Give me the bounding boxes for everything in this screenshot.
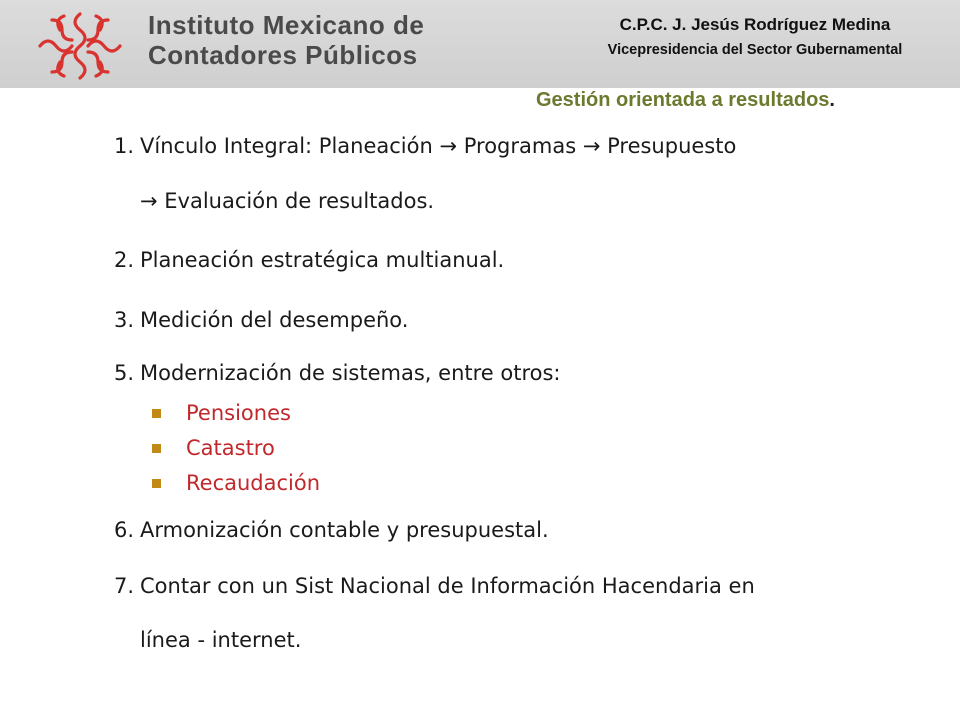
list-item-number: 3. [113, 308, 134, 332]
list-item-text: Armonización contable y presupuestal. [140, 518, 549, 542]
org-name-line2: Contadores Públicos [148, 40, 418, 70]
list-item-number: 5. [113, 361, 134, 385]
subtitle-period: . [829, 89, 835, 111]
list-item-text: Medición del desempeño. [140, 308, 409, 332]
sub-item-label: Pensiones [186, 401, 291, 425]
subtitle-text: Gestión orientada a resultados [536, 89, 830, 111]
presenter-name: C.P.C. J. Jesús Rodríguez Medina [619, 15, 891, 34]
list-item-number: 2. [113, 248, 134, 272]
list-item-text: Contar con un Sist Nacional de Información Hacendaria en [140, 574, 755, 598]
list-item-text: Modernización de sistemas, entre otros: [140, 361, 561, 385]
org-name-line1: Instituto Mexicano de [148, 10, 425, 40]
list-item-1-continuation: → Evaluación de resultados. [140, 189, 435, 213]
list-item-number: 6. [113, 518, 134, 542]
square-bullet-icon [152, 444, 161, 453]
presenter-role: Vicepresidencia del Sector Gubernamental [607, 42, 903, 58]
list-item-number: 7. [113, 574, 134, 598]
sub-item-label: Recaudación [186, 471, 321, 495]
square-bullet-icon [152, 479, 161, 488]
list-item-7-continuation: línea - internet. [140, 628, 302, 652]
list-item-text: Planeación estratégica multianual. [140, 248, 505, 272]
list-item-number: 1. [113, 134, 134, 158]
list-item-text: Vínculo Integral: Planeación → Programas → Presupuesto [140, 134, 737, 158]
sub-item-label: Catastro [186, 436, 275, 460]
square-bullet-icon [152, 409, 161, 418]
